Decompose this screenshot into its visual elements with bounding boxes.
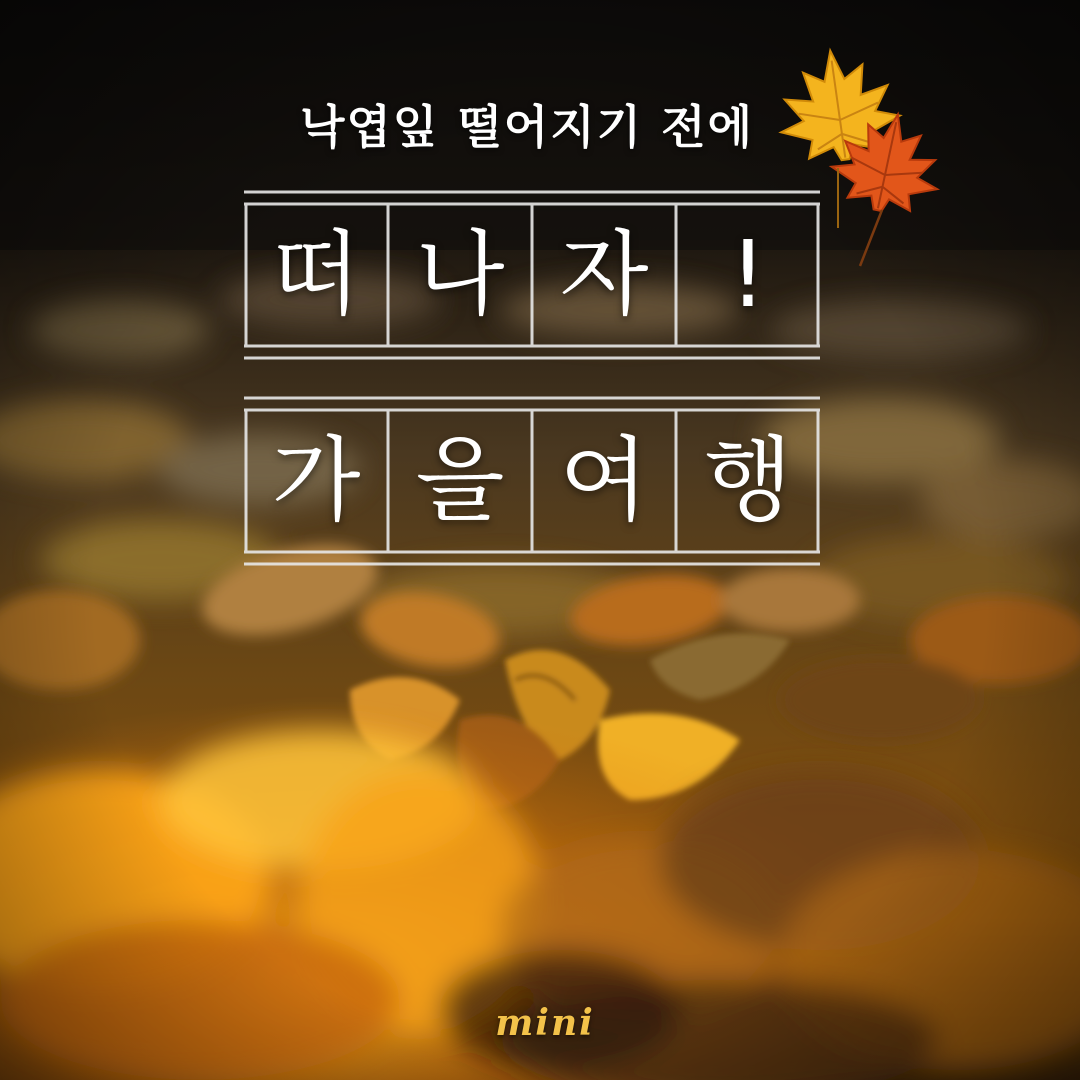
subtitle: 낙엽잎 떨어지기 전에 (300, 100, 754, 154)
headline-char: 행 (703, 427, 793, 534)
headline-char: ! (729, 221, 767, 328)
headline-char: 자 (559, 221, 649, 328)
headline-char: 을 (415, 427, 505, 534)
headline-char: 여 (559, 427, 649, 534)
signature: mini (495, 1002, 595, 1044)
headline-char: 가 (271, 427, 361, 534)
headline-char: 떠 (271, 221, 361, 328)
headline-char: 나 (415, 221, 505, 328)
headline-grid-row-1 (244, 186, 820, 364)
headline-grid-row-2 (244, 392, 820, 570)
